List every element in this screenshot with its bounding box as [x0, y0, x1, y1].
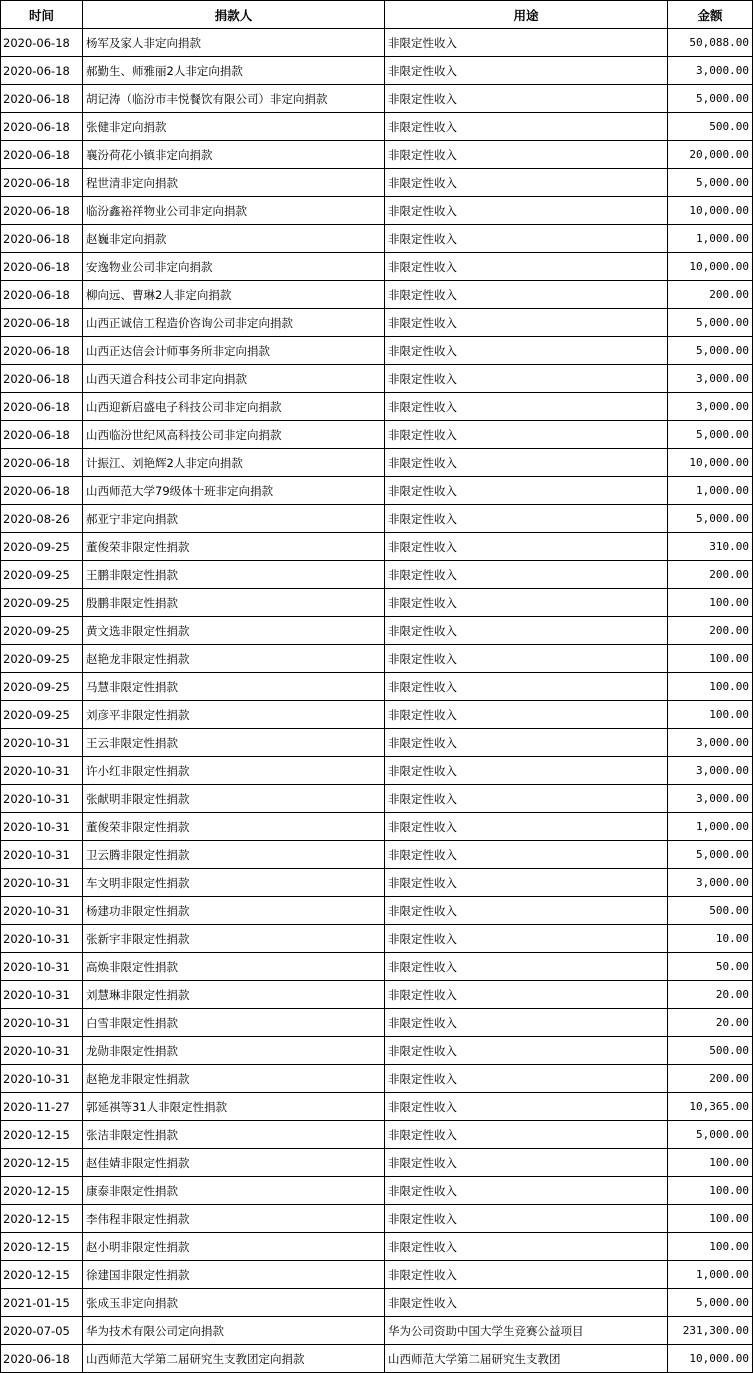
- cell-donor: 赵艳龙非限定性捐款: [83, 645, 385, 673]
- cell-date: 2020-06-18: [1, 57, 83, 85]
- cell-purpose: 非限定性收入: [385, 1149, 668, 1177]
- table-row: [1, 85, 753, 113]
- cell-purpose: 非限定性收入: [385, 505, 668, 533]
- cell-donor: 黄文选非限定性捐款: [83, 617, 385, 645]
- cell-amount: 100.00: [668, 673, 753, 701]
- cell-donor: 山西迎新启盛电子科技公司非定向捐款: [83, 393, 385, 421]
- table-row: [1, 869, 753, 897]
- cell-amount: 100.00: [668, 645, 753, 673]
- cell-purpose: 非限定性收入: [385, 169, 668, 197]
- cell-purpose: 非限定性收入: [385, 785, 668, 813]
- cell-purpose: 非限定性收入: [385, 1037, 668, 1065]
- table-row: [1, 1317, 753, 1345]
- cell-date: 2020-09-25: [1, 701, 83, 729]
- cell-donor: 胡记涛（临汾市丰悦餐饮有限公司）非定向捐款: [83, 85, 385, 113]
- cell-date: 2020-06-18: [1, 29, 83, 57]
- cell-donor: 赵巍非定向捐款: [83, 225, 385, 253]
- cell-purpose: 非限定性收入: [385, 589, 668, 617]
- table-row: [1, 141, 753, 169]
- cell-donor: 华为技术有限公司定向捐款: [83, 1317, 385, 1345]
- cell-donor: 董俊荣非限定性捐款: [83, 533, 385, 561]
- cell-purpose: 非限定性收入: [385, 981, 668, 1009]
- cell-amount: 3,000.00: [668, 365, 753, 393]
- cell-purpose: 非限定性收入: [385, 1261, 668, 1289]
- cell-purpose: 非限定性收入: [385, 141, 668, 169]
- table-header-row: [1, 1, 753, 29]
- cell-purpose: 非限定性收入: [385, 1121, 668, 1149]
- table-row: [1, 757, 753, 785]
- cell-donor: 张成玉非定向捐款: [83, 1289, 385, 1317]
- cell-purpose: 非限定性收入: [385, 393, 668, 421]
- cell-amount: 5,000.00: [668, 169, 753, 197]
- cell-date: 2020-10-31: [1, 1037, 83, 1065]
- table-row: [1, 365, 753, 393]
- cell-donor: 康泰非限定性捐款: [83, 1177, 385, 1205]
- cell-donor: 白雪非限定性捐款: [83, 1009, 385, 1037]
- cell-donor: 山西师范大学第二届研究生支教团定向捐款: [83, 1345, 385, 1373]
- cell-amount: 3,000.00: [668, 869, 753, 897]
- cell-date: 2020-06-18: [1, 281, 83, 309]
- table-row: [1, 225, 753, 253]
- cell-purpose: 非限定性收入: [385, 1093, 668, 1121]
- table-row: [1, 617, 753, 645]
- cell-purpose: 山西师范大学第二届研究生支教团: [385, 1345, 668, 1373]
- cell-donor: 车文明非限定性捐款: [83, 869, 385, 897]
- cell-purpose: 非限定性收入: [385, 869, 668, 897]
- cell-purpose: 非限定性收入: [385, 1065, 668, 1093]
- cell-amount: 5,000.00: [668, 309, 753, 337]
- cell-amount: 100.00: [668, 1233, 753, 1261]
- cell-purpose: 非限定性收入: [385, 337, 668, 365]
- cell-date: 2020-12-15: [1, 1233, 83, 1261]
- cell-purpose: 非限定性收入: [385, 57, 668, 85]
- cell-amount: 3,000.00: [668, 729, 753, 757]
- cell-amount: 5,000.00: [668, 841, 753, 869]
- cell-donor: 山西天道合科技公司非定向捐款: [83, 365, 385, 393]
- cell-donor: 卫云腾非限定性捐款: [83, 841, 385, 869]
- cell-purpose: 非限定性收入: [385, 477, 668, 505]
- table-row: [1, 673, 753, 701]
- header-purpose: 用途: [385, 1, 668, 29]
- header-date: 时间: [1, 1, 83, 29]
- cell-purpose: 非限定性收入: [385, 645, 668, 673]
- table-row: [1, 1233, 753, 1261]
- cell-purpose: 非限定性收入: [385, 421, 668, 449]
- cell-date: 2020-09-25: [1, 533, 83, 561]
- table-row: [1, 449, 753, 477]
- header-amount: 金额: [668, 1, 753, 29]
- cell-purpose: 非限定性收入: [385, 561, 668, 589]
- table-row: [1, 897, 753, 925]
- cell-date: 2020-10-31: [1, 981, 83, 1009]
- cell-amount: 231,300.00: [668, 1317, 753, 1345]
- cell-donor: 赵艳龙非限定性捐款: [83, 1065, 385, 1093]
- cell-amount: 3,000.00: [668, 57, 753, 85]
- table-row: [1, 1037, 753, 1065]
- cell-donor: 董俊荣非限定性捐款: [83, 813, 385, 841]
- cell-purpose: 非限定性收入: [385, 729, 668, 757]
- table-row: [1, 645, 753, 673]
- table-row: [1, 1149, 753, 1177]
- table-row: [1, 1121, 753, 1149]
- cell-purpose: 非限定性收入: [385, 281, 668, 309]
- cell-donor: 张健非定向捐款: [83, 113, 385, 141]
- cell-date: 2020-06-18: [1, 337, 83, 365]
- cell-purpose: 非限定性收入: [385, 813, 668, 841]
- cell-donor: 赵佳婧非限定性捐款: [83, 1149, 385, 1177]
- cell-purpose: 非限定性收入: [385, 85, 668, 113]
- cell-date: 2020-08-26: [1, 505, 83, 533]
- cell-purpose: 非限定性收入: [385, 309, 668, 337]
- cell-donor: 张洁非限定性捐款: [83, 1121, 385, 1149]
- cell-amount: 50,088.00: [668, 29, 753, 57]
- table-body: [1, 29, 753, 1373]
- table-row: [1, 1261, 753, 1289]
- table-row: [1, 1177, 753, 1205]
- cell-purpose: 非限定性收入: [385, 449, 668, 477]
- cell-purpose: 非限定性收入: [385, 953, 668, 981]
- cell-date: 2020-06-18: [1, 1345, 83, 1373]
- cell-donor: 赵小明非限定性捐款: [83, 1233, 385, 1261]
- cell-amount: 100.00: [668, 1205, 753, 1233]
- cell-donor: 龙勋非限定性捐款: [83, 1037, 385, 1065]
- cell-date: 2020-10-31: [1, 729, 83, 757]
- cell-date: 2020-06-18: [1, 225, 83, 253]
- cell-amount: 3,000.00: [668, 757, 753, 785]
- cell-amount: 100.00: [668, 1177, 753, 1205]
- cell-purpose: 非限定性收入: [385, 757, 668, 785]
- cell-date: 2020-09-25: [1, 673, 83, 701]
- cell-donor: 王鹏非限定性捐款: [83, 561, 385, 589]
- cell-amount: 1,000.00: [668, 813, 753, 841]
- cell-date: 2020-10-31: [1, 897, 83, 925]
- cell-amount: 10,000.00: [668, 449, 753, 477]
- cell-date: 2020-10-31: [1, 1065, 83, 1093]
- cell-donor: 刘慧琳非限定性捐款: [83, 981, 385, 1009]
- cell-amount: 3,000.00: [668, 785, 753, 813]
- cell-purpose: 非限定性收入: [385, 365, 668, 393]
- cell-amount: 100.00: [668, 589, 753, 617]
- cell-date: 2020-10-31: [1, 869, 83, 897]
- cell-donor: 山西正诚信工程造价咨询公司非定向捐款: [83, 309, 385, 337]
- cell-amount: 5,000.00: [668, 505, 753, 533]
- table-row: [1, 197, 753, 225]
- cell-date: 2020-06-18: [1, 449, 83, 477]
- cell-purpose: 非限定性收入: [385, 1205, 668, 1233]
- cell-purpose: 非限定性收入: [385, 841, 668, 869]
- cell-date: 2020-06-18: [1, 253, 83, 281]
- cell-donor: 殷鹏非限定性捐款: [83, 589, 385, 617]
- cell-amount: 10,000.00: [668, 197, 753, 225]
- cell-date: 2020-10-31: [1, 813, 83, 841]
- cell-date: 2021-01-15: [1, 1289, 83, 1317]
- cell-purpose: 非限定性收入: [385, 197, 668, 225]
- cell-purpose: 非限定性收入: [385, 673, 668, 701]
- cell-date: 2020-06-18: [1, 141, 83, 169]
- cell-purpose: 非限定性收入: [385, 1233, 668, 1261]
- cell-amount: 20.00: [668, 981, 753, 1009]
- table-row: [1, 1009, 753, 1037]
- cell-amount: 500.00: [668, 113, 753, 141]
- cell-amount: 500.00: [668, 1037, 753, 1065]
- cell-donor: 郝勤生、师雅丽2人非定向捐款: [83, 57, 385, 85]
- cell-purpose: 非限定性收入: [385, 113, 668, 141]
- header-donor: 捐款人: [83, 1, 385, 29]
- cell-purpose: 非限定性收入: [385, 1289, 668, 1317]
- cell-amount: 1,000.00: [668, 1261, 753, 1289]
- cell-date: 2020-09-25: [1, 561, 83, 589]
- table-row: [1, 953, 753, 981]
- table-row: [1, 393, 753, 421]
- table-row: [1, 701, 753, 729]
- cell-amount: 100.00: [668, 1149, 753, 1177]
- table-row: [1, 309, 753, 337]
- cell-donor: 马慧非限定性捐款: [83, 673, 385, 701]
- cell-donor: 王云非限定性捐款: [83, 729, 385, 757]
- cell-donor: 郭延祺等31人非限定性捐款: [83, 1093, 385, 1121]
- cell-donor: 郝亚宁非定向捐款: [83, 505, 385, 533]
- table-row: [1, 113, 753, 141]
- cell-date: 2020-12-15: [1, 1177, 83, 1205]
- cell-amount: 50.00: [668, 953, 753, 981]
- cell-date: 2020-10-31: [1, 925, 83, 953]
- cell-amount: 10.00: [668, 925, 753, 953]
- cell-purpose: 非限定性收入: [385, 225, 668, 253]
- cell-date: 2020-12-15: [1, 1121, 83, 1149]
- cell-date: 2020-10-31: [1, 785, 83, 813]
- cell-date: 2020-10-31: [1, 757, 83, 785]
- cell-donor: 计振江、刘艳辉2人非定向捐款: [83, 449, 385, 477]
- cell-date: 2020-07-05: [1, 1317, 83, 1345]
- cell-purpose: 非限定性收入: [385, 1009, 668, 1037]
- table-row: [1, 1093, 753, 1121]
- cell-date: 2020-12-15: [1, 1149, 83, 1177]
- cell-date: 2020-11-27: [1, 1093, 83, 1121]
- cell-amount: 5,000.00: [668, 1121, 753, 1149]
- cell-date: 2020-06-18: [1, 309, 83, 337]
- cell-donor: 徐建国非限定性捐款: [83, 1261, 385, 1289]
- cell-donor: 张新宇非限定性捐款: [83, 925, 385, 953]
- cell-purpose: 非限定性收入: [385, 617, 668, 645]
- cell-date: 2020-10-31: [1, 841, 83, 869]
- cell-amount: 10,000.00: [668, 253, 753, 281]
- cell-amount: 10,000.00: [668, 1345, 753, 1373]
- cell-purpose: 非限定性收入: [385, 925, 668, 953]
- cell-donor: 山西师范大学79级体十班非定向捐款: [83, 477, 385, 505]
- cell-donor: 山西正达信会计师事务所非定向捐款: [83, 337, 385, 365]
- table-row: [1, 477, 753, 505]
- table-row: [1, 1205, 753, 1233]
- cell-purpose: 华为公司资助中国大学生竞赛公益项目: [385, 1317, 668, 1345]
- cell-amount: 1,000.00: [668, 225, 753, 253]
- table-row: [1, 813, 753, 841]
- cell-donor: 杨建功非限定性捐款: [83, 897, 385, 925]
- cell-amount: 5,000.00: [668, 337, 753, 365]
- cell-amount: 10,365.00: [668, 1093, 753, 1121]
- table-row: [1, 925, 753, 953]
- cell-date: 2020-06-18: [1, 393, 83, 421]
- cell-amount: 5,000.00: [668, 85, 753, 113]
- cell-donor: 刘彦平非限定性捐款: [83, 701, 385, 729]
- cell-purpose: 非限定性收入: [385, 29, 668, 57]
- table-row: [1, 533, 753, 561]
- table-row: [1, 785, 753, 813]
- table-row: [1, 1065, 753, 1093]
- cell-donor: 柳向远、曹琳2人非定向捐款: [83, 281, 385, 309]
- cell-date: 2020-06-18: [1, 477, 83, 505]
- cell-date: 2020-10-31: [1, 1009, 83, 1037]
- cell-purpose: 非限定性收入: [385, 897, 668, 925]
- cell-date: 2020-09-25: [1, 589, 83, 617]
- cell-donor: 襄汾荷花小镇非定向捐款: [83, 141, 385, 169]
- table-row: [1, 1345, 753, 1373]
- cell-donor: 杨军及家人非定向捐款: [83, 29, 385, 57]
- cell-date: 2020-06-18: [1, 197, 83, 225]
- cell-amount: 20,000.00: [668, 141, 753, 169]
- cell-date: 2020-10-31: [1, 953, 83, 981]
- cell-donor: 李伟程非限定性捐款: [83, 1205, 385, 1233]
- cell-donor: 安逸物业公司非定向捐款: [83, 253, 385, 281]
- cell-amount: 5,000.00: [668, 1289, 753, 1317]
- cell-amount: 200.00: [668, 281, 753, 309]
- table-row: [1, 57, 753, 85]
- cell-donor: 程世清非定向捐款: [83, 169, 385, 197]
- table-row: [1, 281, 753, 309]
- cell-amount: 1,000.00: [668, 477, 753, 505]
- cell-amount: 200.00: [668, 561, 753, 589]
- cell-amount: 200.00: [668, 617, 753, 645]
- cell-amount: 200.00: [668, 1065, 753, 1093]
- table-row: [1, 337, 753, 365]
- cell-amount: 310.00: [668, 533, 753, 561]
- table-row: [1, 1289, 753, 1317]
- cell-date: 2020-06-18: [1, 113, 83, 141]
- cell-date: 2020-12-15: [1, 1261, 83, 1289]
- table-row: [1, 561, 753, 589]
- cell-date: 2020-06-18: [1, 421, 83, 449]
- cell-donor: 高焕非限定性捐款: [83, 953, 385, 981]
- table-row: [1, 421, 753, 449]
- table-row: [1, 169, 753, 197]
- cell-date: 2020-09-25: [1, 617, 83, 645]
- table-row: [1, 729, 753, 757]
- cell-date: 2020-06-18: [1, 365, 83, 393]
- table-row: [1, 841, 753, 869]
- cell-amount: 500.00: [668, 897, 753, 925]
- cell-amount: 20.00: [668, 1009, 753, 1037]
- cell-purpose: 非限定性收入: [385, 701, 668, 729]
- cell-purpose: 非限定性收入: [385, 253, 668, 281]
- cell-amount: 3,000.00: [668, 393, 753, 421]
- table-row: [1, 981, 753, 1009]
- table-row: [1, 505, 753, 533]
- cell-purpose: 非限定性收入: [385, 1177, 668, 1205]
- cell-amount: 100.00: [668, 701, 753, 729]
- cell-purpose: 非限定性收入: [385, 533, 668, 561]
- cell-date: 2020-06-18: [1, 85, 83, 113]
- cell-donor: 张献明非限定性捐款: [83, 785, 385, 813]
- cell-donor: 许小红非限定性捐款: [83, 757, 385, 785]
- cell-date: 2020-12-15: [1, 1205, 83, 1233]
- table-row: [1, 29, 753, 57]
- table-row: [1, 589, 753, 617]
- cell-donor: 临汾鑫裕祥物业公司非定向捐款: [83, 197, 385, 225]
- cell-donor: 山西临汾世纪风高科技公司非定向捐款: [83, 421, 385, 449]
- cell-amount: 5,000.00: [668, 421, 753, 449]
- table-row: [1, 253, 753, 281]
- cell-date: 2020-06-18: [1, 169, 83, 197]
- cell-date: 2020-09-25: [1, 645, 83, 673]
